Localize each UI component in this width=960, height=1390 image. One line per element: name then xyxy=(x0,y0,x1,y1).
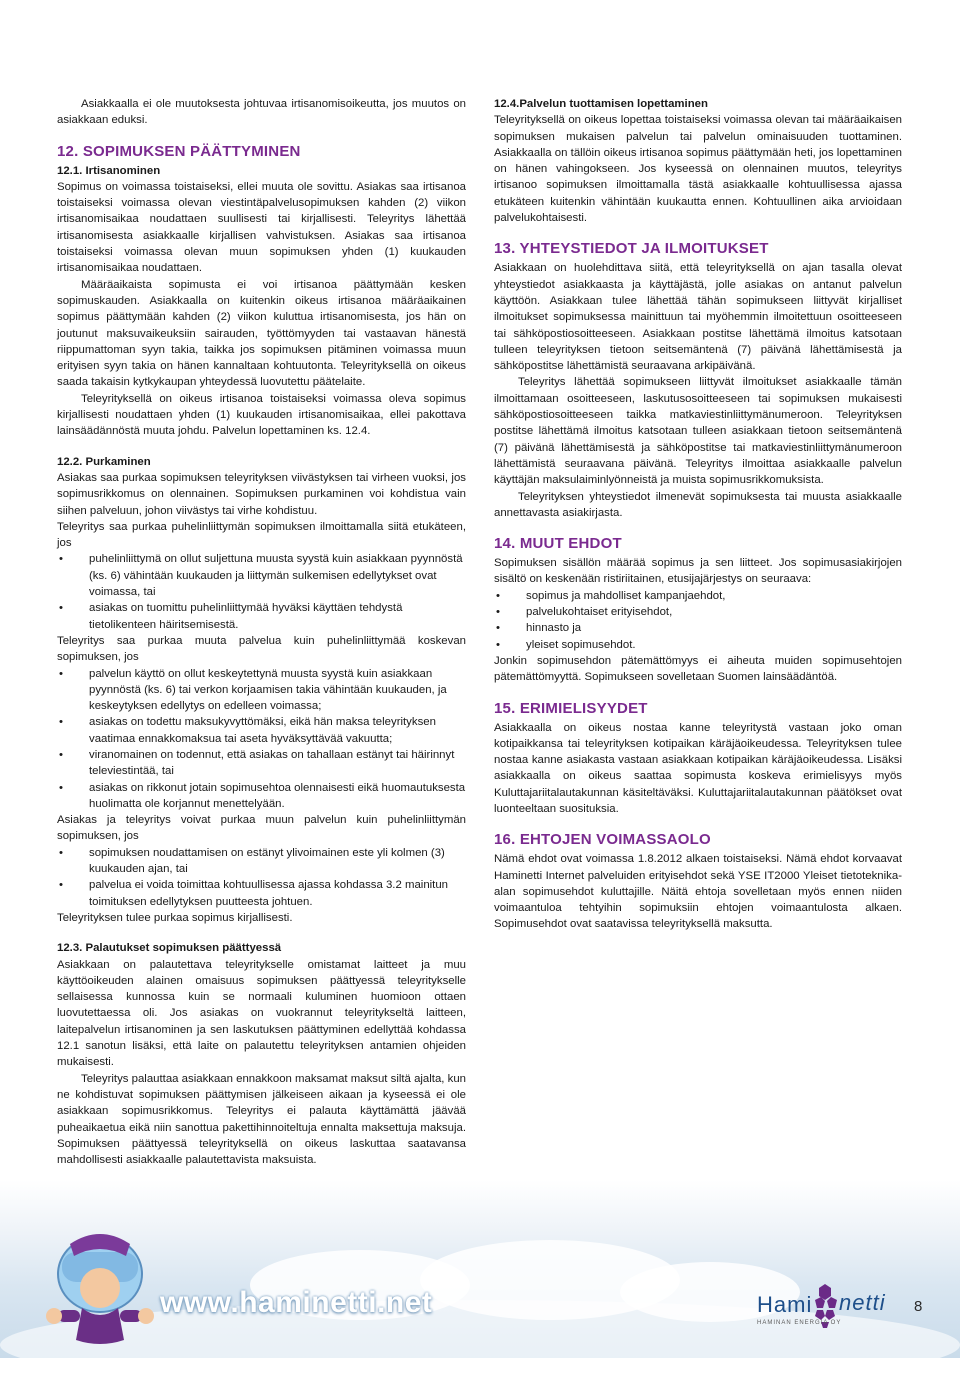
section-12-title: 12. SOPIMUKSEN PÄÄTTYMINEN xyxy=(57,142,301,160)
list-item: • asiakas on todettu maksukyvyttömäksi, eikä hän maksa teleyrityksen vaatimaa ennakkomaksua tai aseta hyväksyttävää vakuutta; xyxy=(57,714,466,747)
list-item: • palvelua ei voida toimittaa kohtuullisessa ajassa kohdassa 3.2 mainitun toimituksen edellytyksen puutteesta johtuen. xyxy=(57,877,466,910)
left-column xyxy=(57,96,466,1168)
paragraph: Teleyritys saa purkaa muuta palvelua kuin puhelinliittymää koskevan sopimuksen, jos xyxy=(57,634,466,664)
intro-paragraph: Asiakkaalla ei ole muutoksesta johtuvaa irtisanomisoikeutta, jos muutos on asiakkaan eduksi. xyxy=(57,98,466,127)
logo-tagline: HAMINAN ENERGIA OY xyxy=(757,1320,842,1326)
section-12-1-title: 12.1. Irtisanominen xyxy=(57,164,161,177)
footer-website-link[interactable]: www.haminetti.net xyxy=(160,1286,433,1319)
paragraph: Teleyrityksellä on oikeus lopettaa toistaiseksi voimassa olevan tai määräaikaisen sopimuksen mukaisen palvelun tai palvelun ominaisuuden tuottaminen. Asiakkaalla on tällöin oikeus irtisanoa sopimus päättymään heti, jos lopettaminen on hänen vahingokseen. Jos kyseessä on olennainen muutos, teleyritys irtisanoo sopimuksen ilmoittamalla tästä asiakkaalle kohtuullisessa ajassa etukäteen kuitenkin vähintään kuukautta ennen. Kohtuullinen aika arvioidaan palvelukohtaisesti. xyxy=(494,114,902,225)
list-item: • yleiset sopimusehdot. xyxy=(494,637,902,653)
list-item: • palvelun käyttö on ollut keskeytettynä muusta syystä kuin asiakkaan pyynnöstä (ks. 6) tai verkon korjaamisen takia vähintään kuukauden, ja keskeytyksen edellytys on edelleen voimassa; xyxy=(57,666,466,715)
bullet-list xyxy=(494,588,902,653)
list-item: • asiakas on rikkonut jotain sopimusehtoa olennaisesti eikä huomautuksesta huolimatta ole korjannut menettelyään. xyxy=(57,780,466,813)
paragraph: Asiakkaan on huolehdittava siitä, että teleyrityksellä on ajan tasalla olevat yhteystiedot asiakkaasta ja käyttäjästä, jolle asiakas on antanut palvelun käyttöön. Asiakkaan tulee lähettää tähän sopimukseen liittyvät kirjalliset ilmoitukset sopimuksessa mainittuun tai myöhemmin ilmoitettuun osoitteeseen tai sähköpostiosoitteeseen. Asiakkaan postitse lähettämä ilmoitus katsotaan tulleen teleyrityksen tietoon seitsemäntenä (7) päivänä lähettämisestä ja sähköpostitse lähettämistä seuraavana arkipäivänä. xyxy=(494,262,902,373)
list-item: • palvelukohtaiset erityisehdot, xyxy=(494,604,902,620)
paragraph: Teleyrityksellä on oikeus irtisanoa toistaiseksi voimassa oleva sopimus kirjallisesti noudattaen yhden (1) kuukauden irtisanomisaikaa, ellei pakottava lainsäädännöstä muuta johdu. Palvelun lopettaminen ks. 12.4. xyxy=(57,392,466,438)
list-item: • puhelinliittymä on ollut suljettuna muusta syystä kuin asiakkaan pyynnöstä (ks. 6) vähintään kuukauden ja liittymän sulkemisen edellytykset ovat voimassa, tai xyxy=(57,551,466,600)
paragraph: Sopimus on voimassa toistaiseksi, ellei muuta ole sovittu. Asiakas saa irtisanoa toistaiseksi voimassa olevan viestintäpalvelusopimuksen kahden (2) viikon irtisanomisaikaa noudattaen suullisesti tai kirjallisesti. Teleyritys lähettää irtisanomisesta asiakkaalle kirjallisen vahvistuksen. Asiakas saa irtisanoa toistaiseksi voimassa olevan muun sopimuksen yhden (1) kuukauden irtisanomisaikaa noudattaen. xyxy=(57,180,466,275)
right-column xyxy=(494,96,902,933)
section-12-3-title: 12.3. Palautukset sopimuksen päättyessä xyxy=(57,942,282,955)
section-16-title: 16. EHTOJEN VOIMASSAOLO xyxy=(494,831,711,849)
bullet-list xyxy=(57,666,466,813)
section-12-4-title: 12.4.Palvelun tuottamisen lopettaminen xyxy=(494,98,708,110)
paragraph: Jonkin sopimusehdon pätemättömyys ei aiheuta muiden sopimusehtojen pätemättömyyttä. Sopimukseen sovelletaan Suomen lainsäädäntöä. xyxy=(494,654,902,684)
list-item: • viranomainen on todennut, että asiakas on tahallaan estänyt tai häirinnyt televiestintää, tai xyxy=(57,747,466,780)
list-item: • hinnasto ja xyxy=(494,620,902,636)
paragraph: Teleyrityksen yhteystiedot ilmenevät sopimuksesta tai muusta asiakkaalle annettavasta asiakirjasta. xyxy=(494,490,902,519)
section-15-title: 15. ERIMIELISYYDET xyxy=(494,699,648,717)
list-item: • asiakas on tuomittu puhelinliittymää hyväksi käyttäen tehdystä tietolikenteen häiritsemisestä. xyxy=(57,600,466,633)
paragraph: Teleyrityksen tulee purkaa sopimus kirjallisesti. xyxy=(57,911,293,924)
paragraph: Teleyritys saa purkaa puhelinliittymän sopimuksen ilmoittamalla siitä etukäteen, jos xyxy=(57,520,466,550)
bullet-list xyxy=(57,845,466,910)
paragraph: Teleyritys lähettää sopimukseen liittyvät ilmoitukset asiakkaalle tämän ilmoittamaan osoitteeseen, laskutusosoitteeseen tai sopimuksen mukaisesti sähköpostiosoitteeseen taikka matkaviestinliittymänumeroon. Teleyrityksen postitse lähettämä ilmoitus katsotaan tulleen asiakkaan tietoon seitsemäntenä (7) päivänä lähettämisestä ja sähköpostitse tai matkaviestinliittymänumeroon lähettämistä seuraavana päivänä. Teleyritys ilmoittaa asiakkaalle palvelun käyttäjän maksulaiminlyönneistä ja muista sopimusrikkomuksista. xyxy=(494,376,902,487)
paragraph: Sopimuksen sisällön määrää sopimus ja sen liitteet. Jos sopimusasiakirjojen sisältö on keskenään ristiriitainen, etusijajärjestys on seuraava: xyxy=(494,557,902,586)
company-logo xyxy=(757,1280,892,1336)
paragraph: Asiakas ja teleyritys voivat purkaa muun palvelun kuin puhelinliittymän sopimuksen, jos xyxy=(57,814,466,843)
section-12-2-title: 12.2. Purkaminen xyxy=(57,455,151,468)
paragraph: Nämä ehdot ovat voimassa 1.8.2012 alkaen toistaiseksi. Nämä ehdot korvaavat Haminetti Internet palveluiden erityisehdot sekä YSE IT2000 Yleiset tietoteknika-alan sopimusehdot kuluttajille. Näitä ehtoja sovelletaan myös ennen niiden voimaantuloa tehtyihin sopimuksiin ehtojen voimaantulosta alkaen. Sopimusehdot ovat saatavissa teleyrityksellä maksutta. xyxy=(494,853,902,931)
paragraph: Asiakkaalla on oikeus nostaa kanne teleyritystä vastaan joko oman kotipaikkansa tai teleyrityksen kotipaikan käräjäoikeudessa. Teleyrityksen tulee nostaa kanne asiakasta vastaan asiakkaan kotipaikan käräjäoikeudessa. Lisäksi asiakkaalla on oikeus saattaa sopimusta koskeva erimielisyys myös Kuluttajariitalautakunnan käsiteltäväksi. Kuluttajariitalautakunnan päätökset ovat luonteeltaan suosituksia. xyxy=(494,721,902,815)
paragraph: Asiakas saa purkaa sopimuksen teleyrityksen viivästyksen tai virheen vuoksi, jos sopimusrikkomus on olennainen. Sopimuksen purkaminen voi kohdistua vain siihen palveluun, johon viivästys tai virhe kohdistuu. xyxy=(57,471,466,517)
list-item: • sopimus ja mahdolliset kampanjaehdot, xyxy=(494,588,902,604)
page-number: 8 xyxy=(914,1298,923,1315)
logo-text-netti: netti xyxy=(839,1290,886,1315)
section-14-title: 14. MUUT EHDOT xyxy=(494,535,622,553)
logo-text-hami: Hami xyxy=(757,1292,813,1317)
list-item: • sopimuksen noudattamisen on estänyt ylivoimainen este yli kolmen (3) kuukauden ajan, tai xyxy=(57,845,466,878)
bullet-list xyxy=(57,551,466,632)
paragraph: Määräaikaista sopimusta ei voi irtisanoa päättymään kesken sopimuskauden. Asiakkaalla on kuitenkin oikeus irtisanoa määräaikainen sopimus päättymään kahden (2) viikon kuluttua irtisanomisesta, jos hän on joutunut maksuvaikeuksiin sairauden, työttömyyden tai vastaavan hänestä riippumattoman syyn takia, taikka jos sopimuksen pitäminen voimassa muun erityisen syyn takia on hänen kannaltaan kohtuutonta. Teleyrityksellä on oikeus saada takaisin kytkykaupan yhteydessä luovutettu päätelaite. xyxy=(57,278,466,389)
paragraph: Teleyritys palauttaa asiakkaan ennakkoon maksamat maksut siltä ajalta, kun ne kohdistuvat sopimuksen päättymisen jälkeiseen aikaan ja kyseessä ei ole asiakkaan sopimusrikkomus. Teleyritys ei palauta käyttämättä jäävää puheaikaetua eikä niin sanottua pakettihinnoiteltuja ennalta maksettuja maksuja. Sopimuksen päättyessä teleyrityksellä on oikeus laskuttaa saatavansa mahdollisesti asiakkaalle palautettavista maksuista. xyxy=(57,1072,466,1167)
section-13-title: 13. YHTEYSTIEDOT JA ILMOITUKSET xyxy=(494,240,769,258)
mascot-icon xyxy=(40,1222,160,1352)
paragraph: Asiakkaan on palautettava teleyritykselle omistamat laitteet ja muu käyttöoikeuden alainen omaisuus sopimuksen päättyessä teleyritykselle sellaisessa kunnossa kuin se normaali kuluminen huomioon ottaen luovutettaessa oli. Jos asiakas on vuokrannut teleyritykseltä laitteen, laitepalvelun irtisanominen ja sen laskutuksen päättyminen edellyttää kohdassa 12.1 sanotun lisäksi, että laite on palautettu teleyrityksen antamien ohjeiden mukaisesti. xyxy=(57,958,466,1069)
